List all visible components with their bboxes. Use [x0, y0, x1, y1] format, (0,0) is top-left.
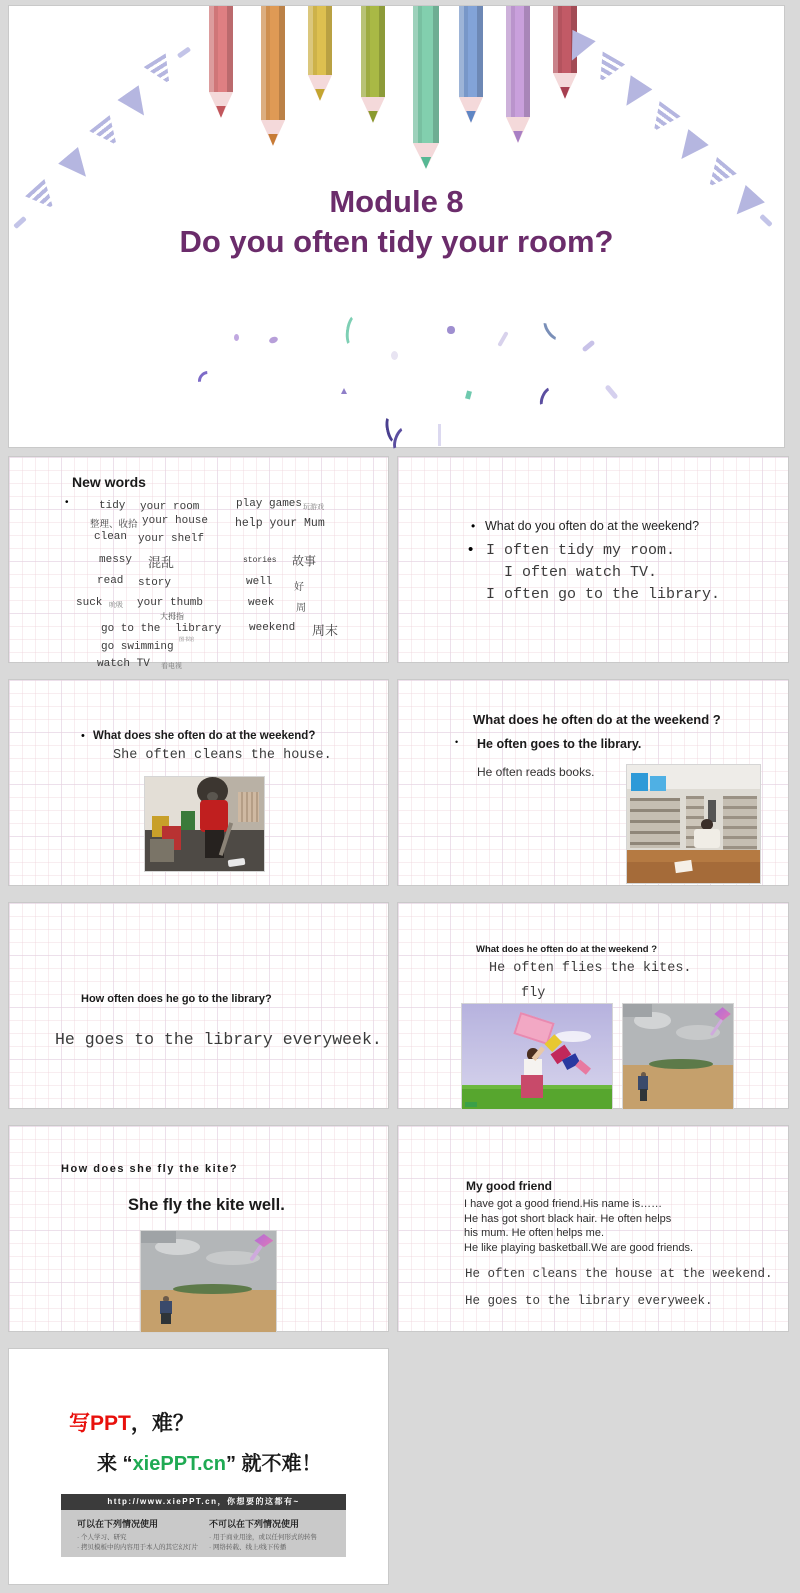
slide-7-flies-kites	[397, 902, 789, 1109]
word-play-games-cn: 玩游戏	[303, 504, 324, 511]
bullet-marker: •	[455, 737, 459, 747]
title-line-1: Module 8	[329, 184, 464, 219]
question-text: What does he often do at the weekend ?	[473, 712, 721, 727]
ad-deny-item-2: · 网络转载、线上/线下传播	[209, 1544, 287, 1551]
answer-line-1: He often goes to the library.	[477, 737, 642, 751]
answer-line-3: I often go to the library.	[486, 586, 721, 603]
pencil-icon	[506, 6, 530, 143]
ad-headline-rest: ，难？	[130, 1412, 194, 1435]
pencil-icon	[261, 6, 285, 146]
photo-man-flying-kite-beach	[622, 1003, 734, 1110]
slide-5-goes-library	[397, 679, 789, 886]
ad-terms-box	[61, 1510, 346, 1557]
word-well: well	[246, 576, 273, 588]
slide-10-xieppt-ad	[8, 1348, 389, 1585]
slide-8-fly-kite-well	[8, 1125, 389, 1332]
essay-line-3: his mum. He often helps me.	[464, 1227, 605, 1239]
essay-title: My good friend	[466, 1179, 552, 1193]
word-tidy: tidy	[99, 500, 126, 512]
word-your-shelf: your shelf	[138, 533, 205, 545]
new-words-title: New words	[72, 474, 146, 490]
bunting-flag-icon	[671, 129, 709, 167]
ad-deny-title: 不可以在下列情况使用	[209, 1519, 300, 1529]
bunting-flag-icon	[643, 101, 680, 139]
question-text: How does she fly the kite?	[61, 1163, 239, 1175]
title-line-2: Do you often tidy your room?	[179, 224, 614, 259]
word-your-thumb: your thumb	[137, 597, 204, 609]
bullet-marker: •	[471, 519, 476, 533]
pencil-icon	[308, 6, 332, 101]
ad-allow-item-1: · 个人学习、研究	[77, 1534, 127, 1541]
word-watch-tv-cn: 看电视	[161, 663, 182, 670]
bullet-marker: •	[65, 497, 69, 508]
essay-line-6: He goes to the library everyweek.	[465, 1294, 713, 1308]
question-text: What does she often do at the weekend?	[93, 730, 316, 742]
word-clean: clean	[94, 531, 128, 543]
word-week: week	[248, 597, 275, 609]
word-messy: messy	[99, 554, 133, 566]
word-go-swimming: go swimming	[101, 641, 174, 653]
pencil-icon	[413, 6, 439, 169]
bullet-marker: •	[468, 541, 474, 558]
photo-man-flying-kite-beach	[140, 1230, 277, 1333]
word-weekend-cn: 周末	[312, 623, 339, 638]
question-text: How often does he go to the library?	[81, 993, 272, 1005]
word-go-to-the: go to the	[101, 623, 161, 635]
question-text: What do you often do at the weekend?	[485, 519, 700, 533]
word-play-games: play games	[236, 498, 303, 510]
answer-line-2: I often watch TV.	[504, 564, 658, 581]
slide-6-how-often	[8, 902, 389, 1109]
bullet-marker: •	[81, 730, 85, 742]
ad-url-bar: http://www.xiePPT.cn，你想要的这都有~	[61, 1494, 346, 1510]
pencil-icon	[459, 6, 483, 123]
slide-3-weekend-qa	[397, 456, 789, 663]
bunting-flag-icon	[615, 75, 652, 113]
photo-girl-flying-kite	[461, 1003, 613, 1110]
question-text: What does he often do at the weekend ?	[476, 944, 658, 955]
kite	[254, 1234, 273, 1247]
bunting-flag-icon	[89, 115, 127, 153]
answer-line-2: He often reads books.	[477, 765, 595, 779]
ad-headline-red: 写PPT	[69, 1412, 131, 1435]
ad-allow-item-2: · 拷贝模板中的内容用于本人的其它幻灯片	[77, 1544, 198, 1551]
word-suck-cn: 吮吸	[109, 602, 123, 609]
ad-line2-suffix: ” 就不难！	[225, 1453, 322, 1475]
word-thumb-cn: 大拇指	[160, 612, 184, 621]
kite	[714, 1007, 731, 1021]
word-stories: stories	[243, 556, 277, 565]
answer-line-1: I often tidy my room.	[486, 542, 676, 559]
answer-text: He goes to the library everyweek.	[55, 1030, 382, 1049]
word-read: read	[97, 575, 124, 587]
ad-allow-title: 可以在下列情况使用	[77, 1519, 159, 1529]
answer-text: He often flies the kites.	[489, 961, 692, 976]
word-week-cn: 周	[296, 603, 306, 614]
answer-text: She fly the kite well.	[128, 1196, 285, 1214]
essay-line-1: I have got a good friend.His name is……	[464, 1198, 663, 1210]
pencil-icon	[209, 6, 233, 118]
ad-brand-name: xiePPT.cn	[132, 1453, 226, 1475]
photo-library	[626, 764, 761, 884]
slide-9-my-good-friend	[397, 1125, 789, 1332]
photo-cleaning-house	[144, 776, 265, 872]
bunting-flag-icon	[117, 85, 154, 123]
slide-4-cleans-house	[8, 679, 389, 886]
word-weekend: weekend	[249, 622, 296, 634]
word-stories-cn: 故事	[292, 554, 317, 568]
word-your-house: your house	[142, 515, 209, 527]
ad-line2-prefix: 来 “	[97, 1453, 133, 1475]
word-library: library	[175, 623, 222, 635]
essay-line-2: He has got short black hair. He often helps	[464, 1213, 672, 1225]
word-messy-cn: 混乱	[148, 555, 175, 570]
presentation-title	[9, 182, 784, 262]
word-fly: fly	[521, 986, 546, 1001]
word-your-room: your room	[140, 501, 200, 513]
bunting-flag-icon	[144, 53, 181, 91]
pencil-icon	[361, 6, 385, 123]
bunting-flag-icon	[589, 51, 626, 88]
bunting-flag-icon	[58, 147, 96, 185]
essay-line-5: He often cleans the house at the weekend.	[465, 1267, 773, 1281]
word-suck: suck	[76, 597, 103, 609]
slide-2-new-words	[8, 456, 389, 670]
word-library-cn: 图书馆	[179, 637, 195, 643]
slide-1-title	[8, 5, 785, 448]
word-watch-tv: watch TV	[97, 658, 150, 670]
ad-headline	[69, 1407, 194, 1437]
answer-text: She often cleans the house.	[113, 748, 332, 763]
word-story: story	[138, 577, 172, 589]
word-help-your-mum: help your Mum	[235, 517, 325, 530]
ad-deny-item-1: · 用于商业用途，或以任何形式的转售	[209, 1534, 317, 1541]
word-tidy-cn: 整理、收拾	[90, 519, 138, 530]
word-well-cn: 好	[294, 582, 304, 593]
ad-line-2	[97, 1447, 322, 1476]
essay-line-4: He like playing basketball.We are good friends.	[464, 1242, 694, 1254]
